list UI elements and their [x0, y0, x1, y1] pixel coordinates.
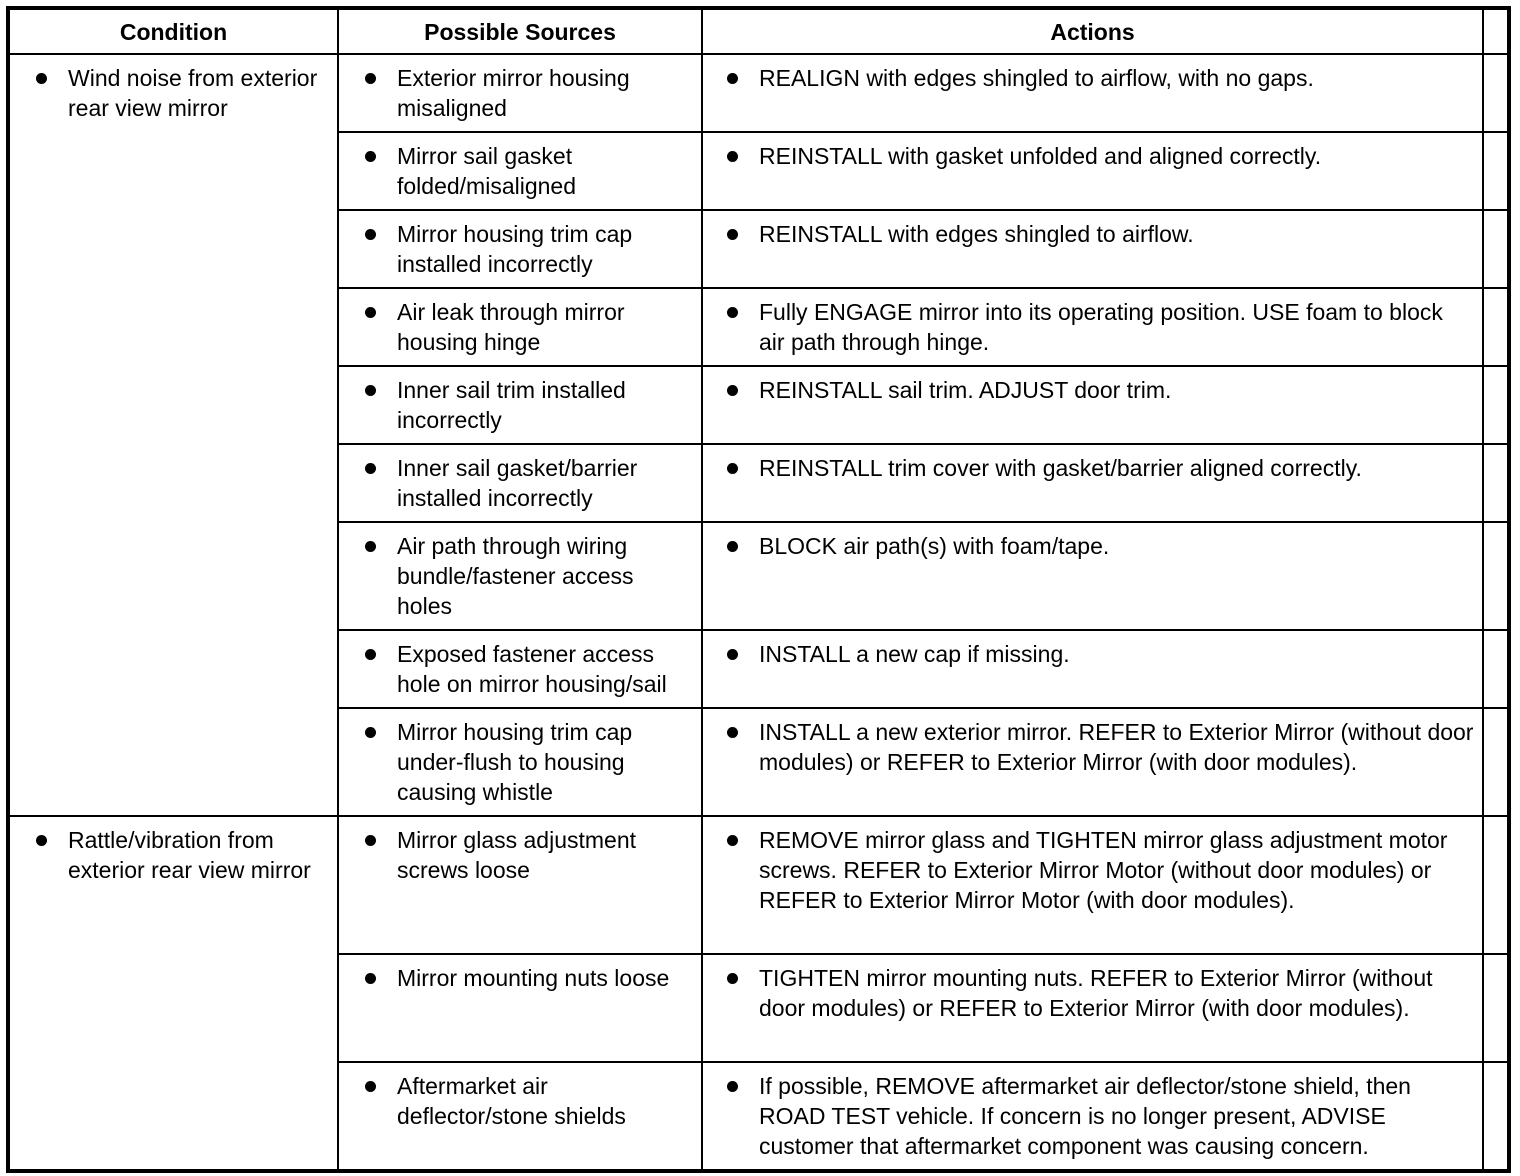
- source-cell: [338, 630, 702, 708]
- bullet-icon: [363, 639, 397, 699]
- source-cell: [338, 522, 702, 630]
- action-cell: [702, 444, 1483, 522]
- bullet-icon: [363, 963, 397, 993]
- source-cell: [338, 132, 702, 210]
- bullet-icon: [34, 825, 68, 885]
- source-cell: [338, 366, 702, 444]
- source-text: Mirror housing trim cap under-flush to housing causing whistle: [397, 719, 633, 805]
- bullet-icon: [363, 717, 397, 807]
- blank-cell: [1483, 132, 1509, 210]
- action-cell: [702, 288, 1483, 366]
- action-text: REINSTALL with edges shingled to airflow.: [759, 221, 1194, 247]
- action-text: INSTALL a new cap if missing.: [759, 641, 1070, 667]
- source-text: Air path through wiring bundle/fastener access holes: [397, 533, 634, 619]
- table-row: [8, 54, 1509, 132]
- action-text: INSTALL a new exterior mirror. REFER to Exterior Mirror (without door modules) or REFER to Exterior Mirror (with door modules).: [759, 719, 1474, 775]
- bullet-icon: [725, 531, 759, 561]
- bullet-icon: [363, 1071, 397, 1131]
- source-cell: [338, 288, 702, 366]
- header-actions: Actions: [702, 8, 1483, 54]
- action-cell: [702, 210, 1483, 288]
- bullet-icon: [363, 219, 397, 279]
- action-cell: [702, 522, 1483, 630]
- blank-cell: [1483, 210, 1509, 288]
- source-text: Exposed fastener access hole on mirror housing/sail: [397, 641, 667, 697]
- source-cell: [338, 1062, 702, 1171]
- source-cell: [338, 816, 702, 954]
- source-text: Inner sail gasket/barrier installed incorrectly: [397, 455, 638, 511]
- condition-text: Rattle/vibration from exterior rear view mirror: [68, 827, 311, 883]
- bullet-icon: [725, 1071, 759, 1161]
- header-blank: [1483, 8, 1509, 54]
- bullet-icon: [363, 375, 397, 435]
- source-cell: [338, 54, 702, 132]
- header-condition: Condition: [8, 8, 338, 54]
- table-row: [8, 816, 1509, 954]
- blank-cell: [1483, 708, 1509, 816]
- bullet-icon: [363, 63, 397, 123]
- bullet-icon: [363, 453, 397, 513]
- action-text: If possible, REMOVE aftermarket air deflector/stone shield, then ROAD TEST vehicle. If concern is no longer present, ADVISE customer that aftermarket component was causing concern.: [759, 1073, 1411, 1159]
- source-cell: [338, 954, 702, 1062]
- bullet-icon: [725, 141, 759, 171]
- action-cell: [702, 630, 1483, 708]
- action-cell: [702, 1062, 1483, 1171]
- blank-cell: [1483, 630, 1509, 708]
- bullet-icon: [725, 453, 759, 483]
- action-cell: [702, 954, 1483, 1062]
- blank-cell: [1483, 1062, 1509, 1171]
- bullet-icon: [725, 63, 759, 93]
- condition-text: Wind noise from exterior rear view mirror: [68, 65, 318, 121]
- action-text: TIGHTEN mirror mounting nuts. REFER to Exterior Mirror (without door modules) or REFER to Exterior Mirror (with door modules).: [759, 965, 1433, 1021]
- bullet-icon: [363, 297, 397, 357]
- condition-cell: [8, 816, 338, 1171]
- bullet-icon: [725, 297, 759, 357]
- source-text: Mirror sail gasket folded/misaligned: [397, 143, 577, 199]
- bullet-icon: [725, 219, 759, 249]
- action-text: BLOCK air path(s) with foam/tape.: [759, 533, 1110, 559]
- source-text: Exterior mirror housing misaligned: [397, 65, 630, 121]
- blank-cell: [1483, 816, 1509, 954]
- bullet-icon: [725, 825, 759, 915]
- source-cell: [338, 708, 702, 816]
- bullet-icon: [363, 531, 397, 621]
- bullet-icon: [363, 141, 397, 201]
- blank-cell: [1483, 954, 1509, 1062]
- action-text: REALIGN with edges shingled to airflow, with no gaps.: [759, 65, 1314, 91]
- bullet-icon: [725, 963, 759, 1023]
- source-text: Mirror housing trim cap installed incorrectly: [397, 221, 633, 277]
- source-text: Inner sail trim installed incorrectly: [397, 377, 626, 433]
- action-cell: [702, 54, 1483, 132]
- bullet-icon: [725, 375, 759, 405]
- blank-cell: [1483, 522, 1509, 630]
- bullet-icon: [363, 825, 397, 885]
- action-text: REINSTALL with gasket unfolded and aligned correctly.: [759, 143, 1322, 169]
- action-cell: [702, 132, 1483, 210]
- source-text: Air leak through mirror housing hinge: [397, 299, 625, 355]
- header-row: [8, 8, 1509, 54]
- bullet-icon: [725, 717, 759, 777]
- source-text: Mirror mounting nuts loose: [397, 965, 670, 991]
- diagnosis-table: [6, 6, 1511, 1173]
- action-cell: [702, 708, 1483, 816]
- blank-cell: [1483, 444, 1509, 522]
- action-text: REMOVE mirror glass and TIGHTEN mirror glass adjustment motor screws. REFER to Exterior Mirror Motor (without door modules) or REFER to Exterior Mirror Motor (with door modules).: [759, 827, 1448, 913]
- blank-cell: [1483, 54, 1509, 132]
- blank-cell: [1483, 366, 1509, 444]
- source-text: Mirror glass adjustment screws loose: [397, 827, 637, 883]
- blank-cell: [1483, 288, 1509, 366]
- action-cell: [702, 816, 1483, 954]
- source-cell: [338, 444, 702, 522]
- source-cell: [338, 210, 702, 288]
- condition-cell: [8, 54, 338, 816]
- action-text: REINSTALL trim cover with gasket/barrier aligned correctly.: [759, 455, 1362, 481]
- bullet-icon: [34, 63, 68, 123]
- action-text: REINSTALL sail trim. ADJUST door trim.: [759, 377, 1172, 403]
- bullet-icon: [725, 639, 759, 669]
- action-cell: [702, 366, 1483, 444]
- action-text: Fully ENGAGE mirror into its operating position. USE foam to block air path through hinge.: [759, 299, 1443, 355]
- source-text: Aftermarket air deflector/stone shields: [397, 1073, 626, 1129]
- header-possible-sources: Possible Sources: [338, 8, 702, 54]
